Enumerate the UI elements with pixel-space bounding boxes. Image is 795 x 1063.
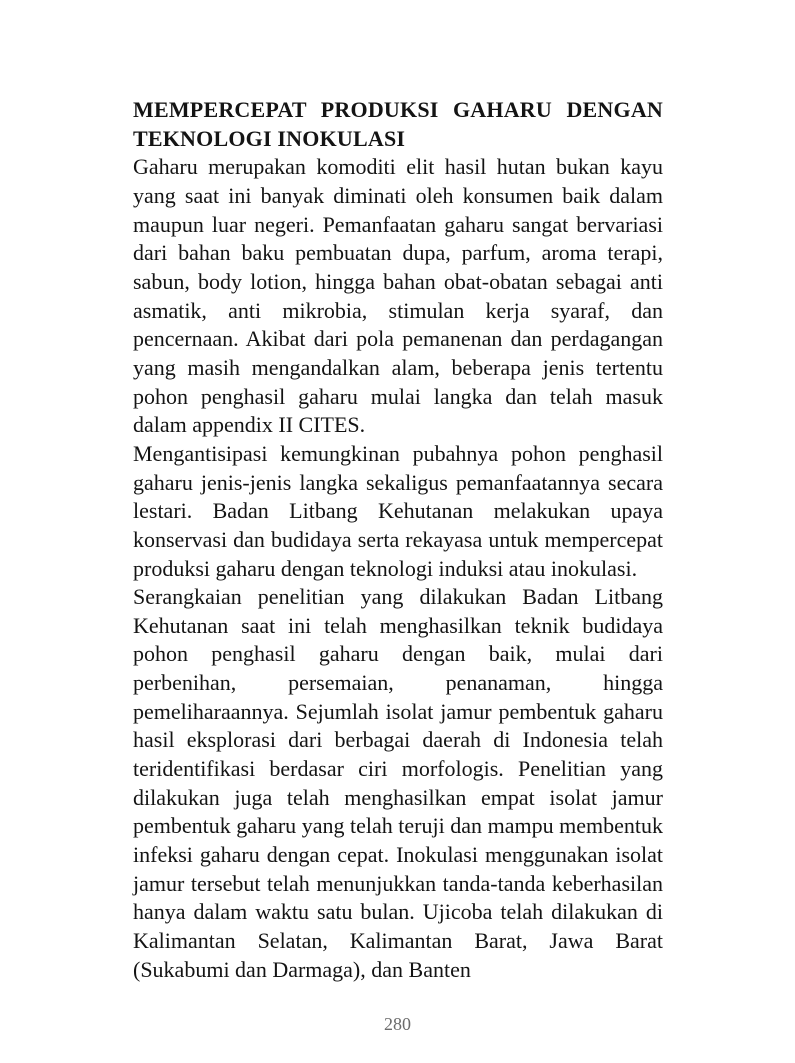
article-body (133, 96, 663, 984)
page-number: 280 (384, 1014, 411, 1034)
article-title: MEMPERCEPAT PRODUKSI GAHARU DENGAN TEKNOLOGI INOKULASI (133, 97, 663, 151)
paragraph-1: Gaharu merupakan komoditi elit hasil hutan bukan kayu yang saat ini banyak diminati oleh konsumen baik dalam maupun luar negeri. Pemanfaatan gaharu sangat bervariasi dari bahan baku pembuatan dupa, parfum, aroma terapi, sabun, body lotion, hingga bahan obat-obatan sebagai anti asmatik, anti mikrobia, stimulan kerja syaraf, dan pencernaan. Akibat dari pola pemanenan dan perdagangan yang masih mengandalkan alam, beberapa jenis tertentu pohon penghasil gaharu mulai langka dan telah masuk dalam appendix II CITES. (133, 154, 663, 438)
paragraph-3: Serangkaian penelitian yang dilakukan Badan Litbang Kehutanan saat ini telah menghasilkan teknik budidaya pohon penghasil gaharu dengan baik, mulai dari perbenihan, persemaian, penanaman, hingga pemeliharaannya. Sejumlah isolat jamur pembentuk gaharu hasil eksplorasi dari berbagai daerah di Indonesia telah teridentifikasi berdasar ciri morfologis. Penelitian yang dilakukan juga telah menghasilkan empat isolat jamur pembentuk gaharu yang telah teruji dan mampu membentuk infeksi gaharu dengan cepat. Inokulasi menggunakan isolat jamur tersebut telah menunjukkan tanda-tanda keberhasilan hanya dalam waktu satu bulan. Ujicoba telah dilakukan di Kalimantan Selatan, Kalimantan Barat, Jawa Barat (Sukabumi dan Darmaga), dan Banten (133, 584, 663, 982)
paragraph-2: Mengantisipasi kemungkinan pubahnya pohon penghasil gaharu jenis-jenis langka sekaligus pemanfaatannya secara lestari. Badan Litbang Kehutanan melakukan upaya konservasi dan budidaya serta rekayasa untuk mempercepat produksi gaharu dengan teknologi induksi atau inokulasi. (133, 440, 663, 581)
